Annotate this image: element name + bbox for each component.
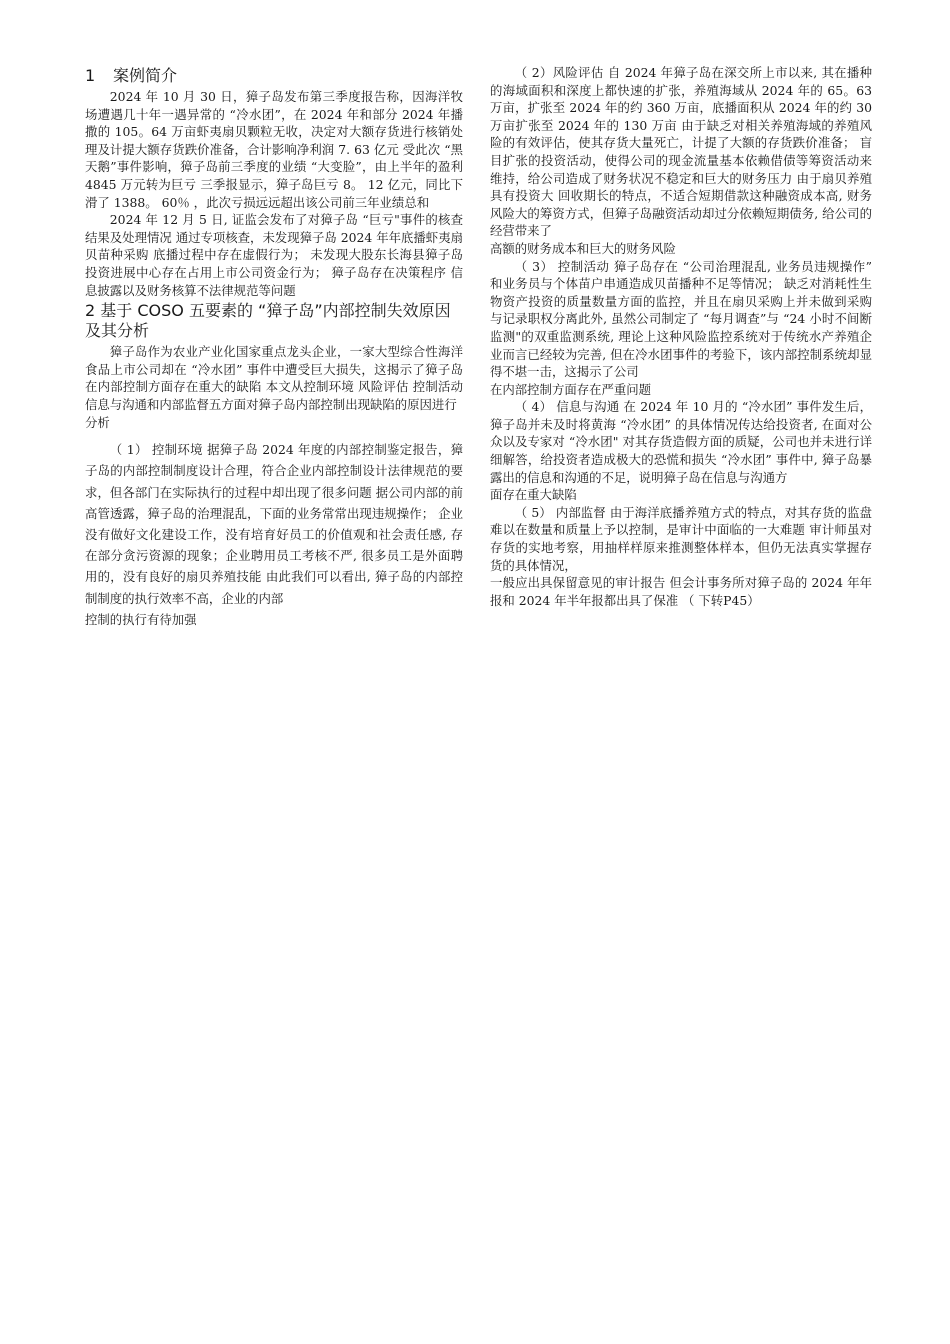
point-5-tail: 一般应出具保留意见的审计报告 但会计事务所对獐子岛的 2024 年年报和 2024 年半年报都出具了保准 （ 下转P45） [490,575,872,608]
left-column [85,64,463,630]
point-4-information-communication: （ 4） 信息与沟通 在 2024 年 10 月的 “冷水团” 事件发生后，獐子岛并未及时将黄海 “冷水团” 的具体情况传达给投资者, 在面对公众以及专家对 “冷水团" 对其存货造假方面的质疑，公司也并未进行详细解答，给投资者造成极大的恐慌和损失 “冷水团” 事件中, 獐子岛暴露出的信息和沟通的不足，说明獐子岛在信息与沟通方 [490,399,872,485]
point-5-internal-supervision: （ 5） 内部监督 由于海洋底播养殖方式的特点，对其存货的监盘难以在数量和质量上予以控制，是审计中面临的一大难题 审计师虽对存货的实地考察，用抽样样原来推测整体样本，但仍无法真实掌握存货的具体情况， [490,504,872,573]
point-1-control-environment: （ 1） 控制环境 据獐子岛 2024 年度的内部控制鉴定报告，獐子岛的内部控制制度设计合理，符合企业内部控制设计法律规范的要求，但各部门在实际执行的过程中却出现了很多问题 据公司内部的前高管透露，獐子岛的治理混乱，下面的业务常常出现违规操作； 企业没有做好文化建设工作，没有培育好员工的价值观和社会责任感, 存在部分贪污资源的现象；企业聘用员工考核不严, 很多员工是外面聘用的，没有良好的扇贝养殖技能 由此我们可以看出, 獐子岛的内部控制制度的执行效率不高，企业的内部 [85,442,463,606]
section-2-number: 2 [85,301,96,321]
point-3-control-activities: （ 3） 控制活动 獐子岛存在 “公司治理混乱, 业务员违规操作” 和业务员与个体苗户串通造成贝苗播种不足等情况； 缺乏对消耗性生物资产投资的质量数量方面的监控，并且在扇贝采购上并未做到采购与记录职权分离此外, 虽然公司制定了 “每月调查”与 “24 小时不间断监测"的双重监测系统, 理论上这种风险监控系统对于传统水产养殖企业而言已经较为完善, 但在冷水团事件的考验下，该内部控制系统却显得不堪一击，这揭示了公司 [490,258,872,380]
section-1-heading [85,66,463,86]
point-2-tail: 高额的财务成本和巨大的财务风险 [490,240,676,256]
point-3-tail: 在内部控制方面存在严重问题 [490,381,652,397]
section-2-heading [85,301,463,341]
section-2-title: 基于 COSO 五要素的 “獐子岛”内部控制失效原因及其分析 [85,301,451,341]
section-1-number: 1 [85,66,96,85]
right-column [490,64,872,609]
point-1-tail: 控制的执行有待加强 [85,611,197,627]
section-2-intro: 獐子岛作为农业产业化国家重点龙头企业，一家大型综合性海洋食品上市公司却在 “冷水团” 事件中遭受巨大损失，这揭示了獐子岛在内部控制方面存在重大的缺陷 本文从控制环境 风险评估 控制活动 信息与沟通和内部监督五方面对獐子岛内部控制出现缺陷的原因进行 [85,344,463,412]
section-2-intro-tail: 分析 [85,414,110,430]
point-4-tail: 面存在重大缺陷 [490,487,577,503]
point-2-risk-assessment: （ 2）风险评估 自 2024 年獐子岛在深交所上市以来, 其在播种的海域面积和深度上都快速的扩张，养殖海域从 2024 年的 65。63 万亩，扩张至 2024 年的约 360 万亩，底播面积从 2024 年的约 30 万亩扩张至 2024 年的 130 万亩 由于缺乏对相关养殖海域的养殖风险的有效评估，使其存货大量死亡，计提了大额的存货跌价准备； 盲目扩张的投资活动，使得公司的现金流量基本依赖借债等筹资活动来维持，给公司造成了财务状况不稳定和巨大的财务压力 由于扇贝养殖具有投资大 回收期长的特点，不适合短期借款这种融资成本高, 财务风险大的筹资方式，但獐子岛融资活动却过分依赖短期债务, 给公司的经营带来了 [490,65,872,239]
section-1-paragraph-1: 2024 年 10 月 30 日，獐子岛发布第三季度报告称，因海洋牧场遭遇几十年一遇异常的 “冷水团”，在 2024 年和部分 2024 年播撒的 105。64 万亩虾夷扇贝颗粒无收，决定对大额存货进行核销处理及计提大额存货跌价准备，合计影响净利润 7. 63 亿元 受此次 “黑天鹅”事件影响，獐子岛前三季度的业绩 “大变脸”，由上半年的盈利 4845 万元转为巨亏 三季报显示，獐子岛巨亏 8。 12 亿元，同比下滑了 1388。 60％ ，此次亏损远远超出该公司前三年业绩总和 [85,89,463,210]
section-1-paragraph-2: 2024 年 12 月 5 日, 证监会发布了对獐子岛 “巨亏"事件的核查结果及处理情况 通过专项核查，未发现獐子岛 2024 年年底播虾夷扇贝苗种采购 底播过程中存在虚假行为； 未发现大股东长海县獐子岛投资进展中心存在占用上市公司资金行为； 獐子岛存在决策程序 信息披露以及财务核算不法律规范等问题 [85,212,463,298]
section-1-title: 案例简介 [113,66,178,85]
